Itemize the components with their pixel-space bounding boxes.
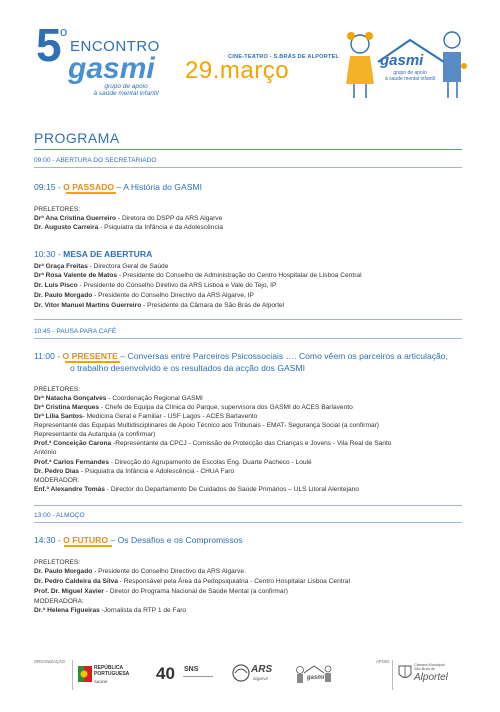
session-label: ABERTURA DO SECRETARIADO — [56, 157, 157, 164]
speaker-row — [34, 467, 234, 476]
speaker-name: Drª Natacha Gonçalves — [34, 395, 107, 402]
speaker-row — [34, 403, 353, 412]
speaker-role: - Chefe de Equipa da Clínica do Parque, supervisora dos GASMI do ACES Barlavento — [99, 404, 353, 411]
session-time: 14:30 — [34, 535, 56, 545]
separator: - — [50, 328, 57, 335]
speaker-row — [34, 577, 350, 586]
moderator-name: Enf.ª Alexandre Tomás — [34, 486, 105, 493]
logo-subtitle — [370, 70, 450, 82]
venue: CINE-TEATRO - S.BRÁS DE ALPORTEL — [228, 54, 340, 60]
speaker-name: Prof. Dr. Miguel Xavier — [34, 588, 104, 595]
session-secretariado — [34, 156, 157, 165]
highlight-underline — [66, 192, 116, 194]
separator: - — [55, 182, 64, 192]
speaker-name: Dr. Augusto Carreira — [34, 224, 99, 231]
apoio-label: APOIO — [376, 659, 390, 664]
preletores-heading: PRELETORES: — [34, 386, 81, 393]
separator: - — [55, 249, 64, 259]
speaker-role: - Presidente do Conselho Directivo da ARS Algarve. — [92, 568, 246, 575]
speaker-name: Drª Graça Freitas — [34, 263, 88, 270]
speaker-row — [34, 291, 254, 300]
highlight-underline — [65, 361, 120, 363]
speaker-name: Prof.ª Carlos Fernandes — [34, 459, 109, 466]
highlight-underline — [64, 545, 112, 547]
speaker-name: Prof.ª Conceição Carona — [34, 440, 112, 447]
speaker-role: - Diretora do DSPP da ARS Algarve — [116, 215, 223, 222]
speaker-role: - Presidente do Conselho Directivo da ARS Algarve, IP — [92, 292, 254, 299]
camara-line-2: São Brás de — [414, 667, 435, 672]
extra-representative: Representante da Autarquia (a confirmar) — [34, 431, 156, 438]
camara-alportel: Alportel — [414, 672, 448, 683]
session-almoco — [34, 511, 85, 520]
speaker-name: Drª Cristina Marques — [34, 404, 100, 411]
speaker-role: - Presidente do Conselho Diretivo da ARS Lisboa e Vale do Tejo, IP — [77, 282, 277, 289]
footer-divider — [72, 660, 73, 690]
speaker-name: Drª Lília Santos — [34, 413, 83, 420]
speaker-name: Dr. Vitor Manuel Martins Guerreiro — [34, 302, 142, 309]
speaker-name: Drª Rosa Valente de Matos — [34, 272, 118, 279]
camara-emblem — [398, 664, 412, 687]
gasmi-footer-text: gasmi — [307, 675, 325, 681]
encontro-label: ENCONTRO — [70, 38, 160, 55]
session-mesa — [34, 249, 152, 259]
session-name: MESA DE ABERTURA — [63, 249, 153, 259]
separator: - — [50, 512, 57, 519]
page-title: PROGRAMA — [34, 130, 120, 146]
session-subtitle: Conversas entre Parceiros Psicossociais …. Como vêem os parceiros a articulação, — [127, 351, 448, 361]
sns-subtext-line — [183, 676, 213, 683]
preletores-heading: PRELETORES: — [34, 559, 81, 566]
speaker-role: - Psiquiatra da Infância e da Adolescência — [98, 224, 223, 231]
speaker-row — [34, 271, 362, 280]
speaker-row — [34, 223, 223, 232]
brand-subtitle-line-2: à saúde mental infantil — [93, 90, 159, 97]
logo-subtitle-line-1: grupo de apoio — [393, 70, 427, 76]
speaker-name: Drª Ana Cristina Guerreiro — [34, 215, 117, 222]
speaker-name: Dr. Paulo Morgado — [34, 568, 93, 575]
speaker-role: - Diretor do Programa Nacional de Saúde Mental (a confirmar) — [104, 588, 288, 595]
moderador-heading: MODERADOR: — [34, 477, 80, 484]
ars-emblem-icon — [232, 664, 252, 682]
session-name: O PASSADO — [63, 182, 115, 192]
separator: - — [54, 351, 63, 361]
republica-line-2: PORTUGUESA — [94, 670, 130, 677]
speaker-role: - Directora Geral de Saúde — [87, 263, 169, 270]
session-time: 09:15 — [34, 182, 56, 192]
speaker-role: - Coordenação Regional GASMI — [106, 395, 203, 402]
ars-text: ARS — [251, 664, 273, 675]
speaker-row — [34, 301, 284, 310]
ars-logo — [232, 664, 252, 687]
session-label: PAUSA PARA CAFÉ — [56, 328, 117, 335]
speaker-role: - Presidente do Conselho de Administração do Centro Hospitalar de Lisboa Central — [117, 272, 362, 279]
speaker-role: - Psiquiatra da Infância e Adolescência - CHUA Faro — [79, 468, 235, 475]
session-pausa — [34, 327, 116, 336]
speaker-row — [34, 412, 257, 421]
edition-number: 5 — [36, 19, 60, 71]
moderator-role: - Director do Departamento De Cuidados de Saúde Primários – ULS Litoral Alentejano — [104, 486, 359, 493]
session-name: O PRESENTE — [62, 351, 118, 361]
logo-brand: gasmi — [380, 52, 424, 69]
speaker-name: Dr. Pedro Caldeira da Silva — [34, 578, 118, 585]
brand-subtitle-line-1: grupo de apoio — [104, 83, 148, 90]
session-name: O FUTURO — [63, 535, 109, 545]
speaker-row — [34, 281, 276, 290]
separator: - — [50, 157, 57, 164]
brand-name: gasmi — [68, 52, 155, 85]
camara-text — [414, 663, 445, 672]
speaker-row — [34, 262, 168, 271]
divider — [34, 319, 462, 320]
session-time: 13:00 — [34, 512, 51, 519]
session-label: ALMOÇO — [56, 512, 85, 519]
republica-line-1: REPÚBLICA — [94, 665, 124, 671]
speaker-role-continued: António — [34, 449, 57, 456]
speaker-role: - Responsável pela Área da Pedopsiquiatria - Centro Hospitalar Lisboa Central — [117, 578, 350, 585]
republica-line-3: SAÚDE — [94, 679, 108, 685]
speaker-role: - Medicina Geral e Familiar - USF Lagos - ACES Barlavento — [82, 413, 258, 420]
event-date: 29.março — [185, 57, 290, 84]
speaker-name: Dr. Pedro Dias — [34, 468, 80, 475]
session-subtitle: Os Desafios e os Compromissos — [117, 535, 243, 545]
preletores-heading: PRELETORES: — [34, 206, 81, 213]
organizacao-label: ORGANIZAÇÃO — [34, 659, 65, 664]
title-divider — [34, 149, 462, 150]
speaker-role: - Presidente da Câmara de São Brás de Alportel — [141, 302, 285, 309]
speaker-row — [34, 439, 391, 448]
speaker-role: - Direcção do Agrupamento de Escolas Eng. Duarte Pacheco - Loulé — [109, 459, 312, 466]
session-subtitle: A História do GASMI — [123, 182, 202, 192]
separator: – — [117, 351, 128, 361]
speaker-row — [34, 567, 246, 576]
moderadora-heading: MODERADORA: — [34, 598, 84, 605]
session-time: 10:45 — [34, 328, 51, 335]
logo-subtitle-line-2: à saúde mental infantil — [384, 76, 436, 82]
speaker-role: -Representante da CPCJ - Comissão de Protecção das Crianças e Jovens - Vila Real de Santo — [111, 440, 392, 447]
speaker-row — [34, 394, 203, 403]
speaker-name: Dr. Paulo Morgado — [34, 292, 93, 299]
speaker-row — [34, 214, 222, 223]
separator: – — [108, 535, 118, 545]
divider — [34, 167, 462, 168]
session-time: 11:00 — [34, 351, 55, 361]
edition-suffix: o — [60, 24, 68, 39]
speaker-name: Dr. Luís Pisco — [34, 282, 78, 289]
camara-line-1: Câmara Municipal — [414, 663, 445, 667]
divider — [34, 522, 462, 523]
speaker-row — [34, 587, 288, 596]
moderator-row — [34, 485, 359, 494]
session-futuro — [34, 535, 243, 545]
extra-representative: Representante das Equipas Multidisciplinares de Apoio Técnico aos Tribunais - EMAT- Segurança Social (a confirmar) — [34, 422, 379, 429]
session-presente — [34, 351, 448, 361]
separator: - — [55, 535, 64, 545]
session-passado — [34, 182, 202, 192]
session-subtitle-continued: o trabalho desenvolvido e os resultados da acção dos GASMI — [70, 363, 306, 373]
republica-logo — [78, 666, 92, 687]
ars-subtext: algarve — [253, 676, 269, 681]
moderator-row — [34, 606, 186, 615]
republica-emblem-icon — [78, 666, 92, 682]
moderator-role: -Jornalista da RTP 1 de Faro — [99, 607, 187, 614]
separator: – — [114, 182, 124, 192]
gasmi-footer-emblem — [294, 662, 334, 686]
republica-text — [94, 666, 129, 685]
moderator-name: Dr.ª Helena Figueiras — [34, 607, 100, 614]
session-time: 09:00 — [34, 157, 51, 164]
footer-divider — [392, 660, 393, 690]
divider — [34, 338, 462, 339]
camara-crest-icon — [398, 664, 412, 682]
sns-40-logo: 40 — [156, 664, 175, 683]
session-time: 10:30 — [34, 249, 56, 259]
brand-subtitle — [86, 83, 166, 97]
sns-logo: SNS — [184, 666, 199, 673]
speaker-row — [34, 458, 312, 467]
divider — [34, 505, 462, 506]
